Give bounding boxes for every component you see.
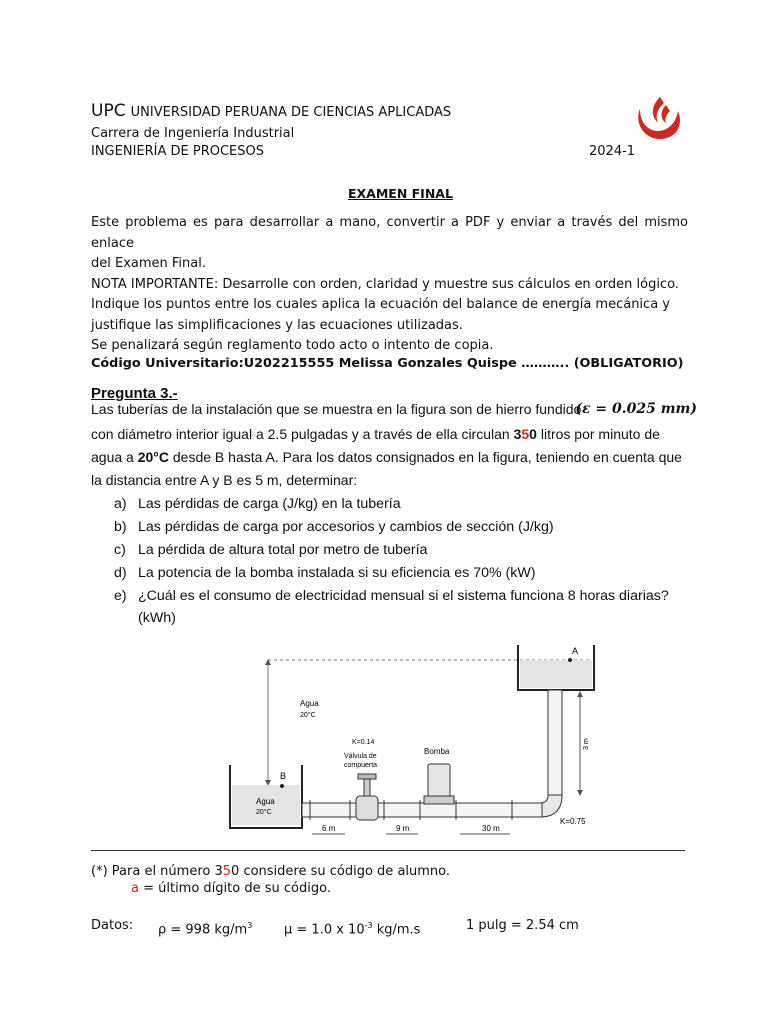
arrow-icon	[577, 691, 583, 697]
piping-diagram	[0, 630, 768, 845]
pump-base	[424, 796, 454, 804]
segment-length-label: 9 m	[396, 824, 410, 833]
tank-temp-label: 20°C	[256, 809, 272, 816]
question-line-4: la distancia entre A y B es 5 m, determinar:	[91, 472, 358, 488]
horizontal-pipe	[302, 803, 542, 817]
valve-name-label: Válvula de	[344, 753, 377, 760]
question-line-2	[91, 426, 660, 442]
divider	[91, 850, 685, 851]
career-name: Carrera de Ingeniería Industrial	[91, 126, 295, 141]
gate-valve-icon	[356, 796, 378, 820]
exam-title: EXAMEN FINAL	[348, 186, 453, 201]
upc-acronym: UPC	[91, 101, 126, 121]
viscosity-value: μ = 1.0 x $10^{-3}$ kg/m.s	[284, 921, 421, 938]
inch-conversion: 1 pulg = 2.54 cm	[466, 918, 579, 933]
question-text: litros por minuto de	[536, 426, 660, 442]
upc-logo-icon	[630, 95, 686, 143]
footnote-line-2: a = último dígito de su código.	[131, 881, 331, 896]
question-text: con diámetro interior igual a 2.5 pulgadas y a través de ella circulan	[91, 426, 514, 442]
question-text: Las tuberías de la instalación que se muestra en la figura son de hierro fundido	[91, 401, 582, 417]
question-line-3	[91, 449, 682, 465]
list-item: d) La potencia de la bomba instalada si su eficiencia es 70% (kW)	[114, 565, 536, 581]
segment-length-label: 30 m	[482, 824, 500, 833]
water-temp-label: 20°C	[300, 712, 316, 719]
course-name: INGENIERÍA DE PROCESOS	[91, 144, 264, 159]
elbow	[540, 795, 562, 817]
instructions	[91, 213, 688, 357]
pump-icon	[428, 764, 450, 798]
list-item: b) Las pérdidas de carga por accesorios y cambios de sección (J/kg)	[114, 519, 554, 535]
vertical-pipe	[548, 690, 562, 795]
tank-water-label: Agua	[256, 797, 275, 806]
nota-line: Indique los puntos entre los cuales aplica la ecuación del balance de energía mecánica y	[91, 297, 670, 312]
penalty-line: Se penalizará según reglamento todo acto o intento de copia.	[91, 338, 494, 353]
term: 2024-1	[589, 144, 636, 159]
valve-k-label: K=0.14	[352, 739, 375, 746]
water-label: Agua	[300, 699, 319, 708]
temperature: 20°C	[137, 449, 169, 465]
pump-label: Bomba	[424, 747, 450, 756]
tank-a-water	[520, 660, 592, 688]
elbow-k-label: K=0.75	[560, 817, 586, 826]
point-a-label: A	[572, 646, 579, 656]
valve-stem	[364, 778, 370, 796]
list-item: a) Las pérdidas de carga (J/kg) en la tubería	[114, 496, 401, 512]
question-text: agua a	[91, 449, 138, 465]
datos-label: Datos:	[91, 918, 134, 933]
footnote-line-1: (*) Para el número 350 considere su código de alumno.	[91, 864, 451, 879]
epsilon-value: (ε = 0.025 mm)	[575, 401, 697, 417]
nota-line: justifique las simplificaciones y las ecuaciones utilizadas.	[91, 317, 463, 333]
question-text: desde B hasta A. Para los datos consignados en la figura, teniendo en cuenta que	[169, 449, 682, 465]
list-item: (kWh)	[138, 610, 176, 626]
flow-digit-red: 5	[521, 426, 530, 442]
point-b-label: B	[280, 771, 287, 781]
height-label: 3 m	[583, 738, 590, 750]
nota-line: NOTA IMPORTANTE: Desarrolle con orden, claridad y muestre sus cálculos en orden lógico.	[91, 276, 679, 292]
segment-length-label: 6 m	[322, 824, 336, 833]
list-item: c) La pérdida de altura total por metro de tubería	[114, 542, 428, 558]
instruction-line: del Examen Final.	[91, 256, 206, 271]
student-code-line: Código Universitario:U202215555 Melissa Gonzales Quispe ……….. (OBLIGATORIO)	[91, 356, 684, 371]
flow-digit: 3	[513, 426, 522, 442]
header-university	[91, 101, 451, 121]
question-line-1	[91, 401, 697, 417]
instruction-line: Este problema es para desarrollar a mano, convertir a PDF y enviar a través del mismo enlace	[91, 215, 688, 251]
arrow-icon	[577, 790, 583, 796]
density-value: ρ = 998 $kg/m^3$	[158, 921, 253, 938]
flow-digit: 0	[529, 426, 537, 442]
list-item: e) ¿Cuál es el consumo de electricidad mensual si el sistema funciona 8 horas diarias?	[114, 588, 669, 604]
point-b-marker	[280, 784, 284, 788]
university-name: UNIVERSIDAD PERUANA DE CIENCIAS APLICADAS	[130, 105, 452, 120]
valve-handwheel-icon	[358, 774, 376, 779]
point-a-marker	[568, 658, 572, 662]
valve-name-label: compuerta	[344, 762, 378, 769]
question-heading: Pregunta 3.-	[91, 385, 178, 402]
